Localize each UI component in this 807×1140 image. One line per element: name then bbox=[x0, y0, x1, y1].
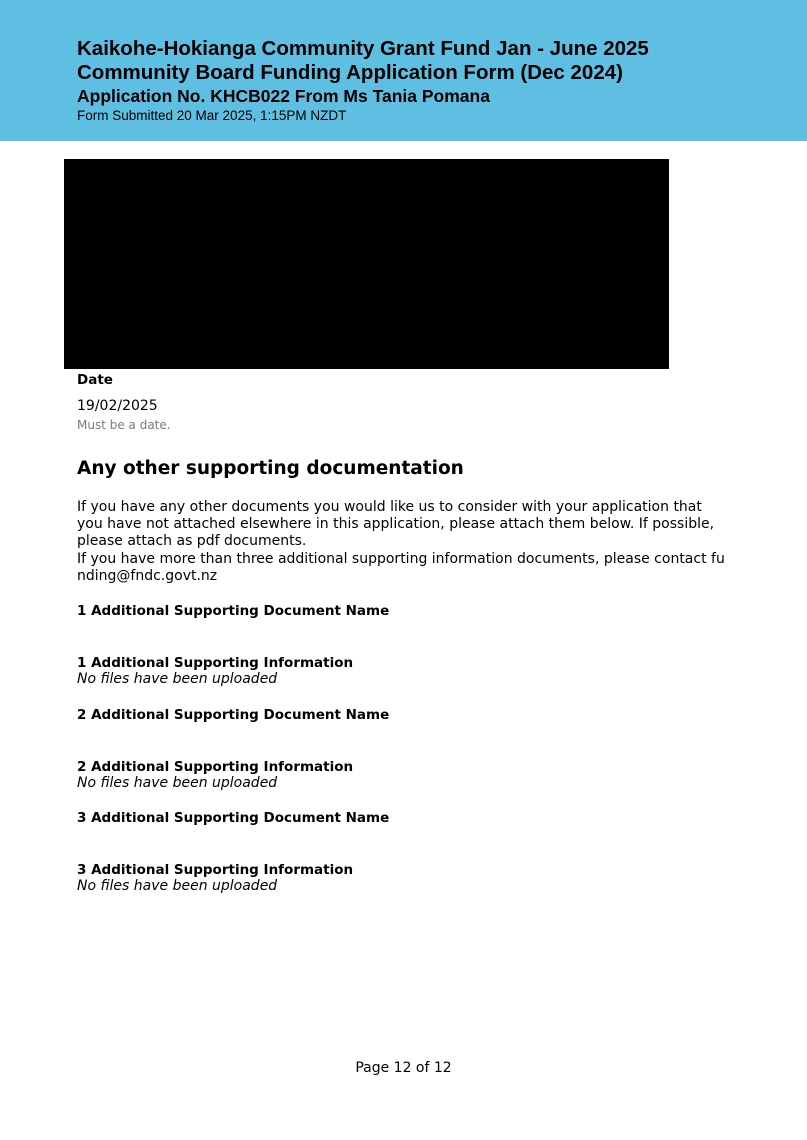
page-number: Page 12 of 12 bbox=[355, 1060, 452, 1076]
date-hint: Must be a date. bbox=[77, 418, 171, 432]
application-number: Application No. KHCB022 From Ms Tania Pomana bbox=[77, 86, 490, 106]
doc2-info-value: No files have been uploaded bbox=[77, 775, 278, 791]
form-title-line-1: Kaikohe-Hokianga Community Grant Fund Jan - June 2025 bbox=[77, 37, 649, 60]
contact-line-2: nding@fndc.govt.nz bbox=[77, 568, 218, 584]
page-header bbox=[0, 0, 807, 141]
date-value: 19/02/2025 bbox=[77, 398, 158, 414]
doc2-name-label: 2 Additional Supporting Document Name bbox=[77, 707, 390, 723]
redaction-block bbox=[64, 159, 669, 369]
doc2-info-label: 2 Additional Supporting Information bbox=[77, 759, 354, 775]
form-title-line-2: Community Board Funding Application Form (Dec 2024) bbox=[77, 61, 623, 84]
instructions-paragraph: If you have any other documents you would like us to consider with your application that you have not attached elsewhere in this application, please attach them below. If possible, please attach as pdf documents. bbox=[77, 499, 715, 549]
page-footer bbox=[0, 1060, 807, 1076]
contact-line-1: If you have more than three additional supporting information documents, please contact fu bbox=[77, 551, 725, 567]
doc3-info-value: No files have been uploaded bbox=[77, 878, 278, 894]
doc1-name-label: 1 Additional Supporting Document Name bbox=[77, 603, 390, 619]
doc1-info-label: 1 Additional Supporting Information bbox=[77, 655, 354, 671]
submission-timestamp: Form Submitted 20 Mar 2025, 1:15PM NZDT bbox=[77, 108, 347, 123]
doc3-name-label: 3 Additional Supporting Document Name bbox=[77, 810, 390, 826]
date-label: Date bbox=[77, 372, 113, 388]
doc3-info-label: 3 Additional Supporting Information bbox=[77, 862, 354, 878]
section-title: Any other supporting documentation bbox=[77, 458, 464, 479]
doc1-info-value: No files have been uploaded bbox=[77, 671, 278, 687]
